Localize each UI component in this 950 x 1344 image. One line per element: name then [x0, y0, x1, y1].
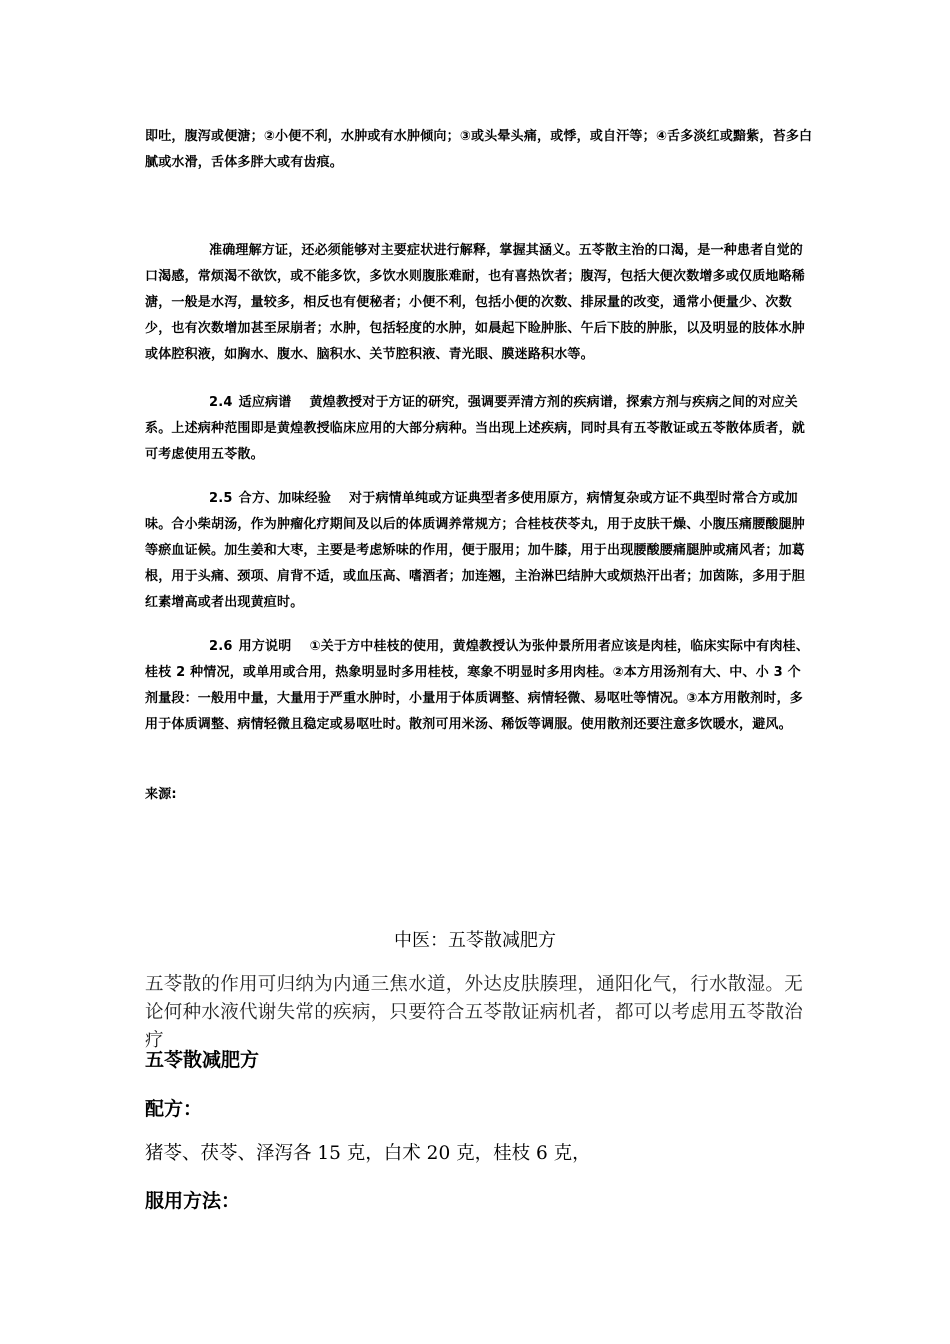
source-label: 来源: — [145, 787, 177, 802]
section-title: 用方说明 — [238, 639, 292, 654]
section-number: 2.5 — [209, 491, 233, 506]
section-title: 合方、加味经验 — [238, 491, 332, 506]
top-paragraph: 即吐，腹泻或便溏；②小便不利，水肿或有水肿倾向；③或头晕头痛，或悸，或自汗等；④舌多淡红或黯紫，苔多白腻或水滑，舌体多胖大或有齿痕。 — [145, 129, 813, 170]
formula-label: 配方： — [145, 1098, 203, 1120]
section-2-4 — [145, 390, 813, 468]
section-number: 2.4 — [209, 395, 233, 410]
explain-paragraph — [145, 238, 813, 368]
section-text: 对于病情单纯或方证典型者多使用原方，病情复杂或方证不典型时常合方或加味。合小柴胡汤，作为肿瘤化疗期间及以后的体质调养常规方；合桂枝茯苓丸，用于皮肤干燥、小腹压痛腰酸腿肿等瘀血证候。加生姜和大枣，主要是考虑矫味的作用，便于服用；加牛膝，用于出现腰酸腰痛腿肿或痛风者；加葛根，用于头痛、颈项、肩背不适，或血压高、嗜酒者；加连翘，主治淋巴结肿大或烦热汗出者；加茵陈，多用于胆红素增高或者出现黄疸时。 — [145, 491, 806, 610]
intro-paragraph: 五苓散的作用可归纳为内通三焦水道，外达皮肤腠理，通阳化气，行水散湿。无论何种水液代谢失常的疾病，只要符合五苓散证病机者，都可以考虑用五苓散治疗 — [145, 974, 804, 1051]
section-2-5 — [145, 486, 813, 616]
section-2-6 — [145, 634, 813, 738]
section-title: 适应病谱 — [238, 395, 292, 410]
explain-text: 准确理解方证，还必须能够对主要症状进行解释，掌握其涵义。五苓散主治的口渴，是一种患者自觉的口渴感，常烦渴不欲饮，或不能多饮，多饮水则腹胀难耐，也有喜热饮者；腹泻，包括大便次数增多或仅质地略稀溏，一般是水泻，量较多，相反也有便秘者；小便不利，包括小便的次数、排尿量的改变，通常小便量少、次数少，也有次数增加甚至尿崩者；水肿，包括轻度的水肿，如晨起下睑肿胀、午后下肢的肿胀，以及明显的肢体水肿或体腔积液，如胸水、腹水、脑积水、关节腔积液、青光眼、膜迷路积水等。 — [145, 243, 806, 362]
article-title: 中医：五苓散减肥方 — [394, 930, 556, 951]
usage-label: 服用方法： — [145, 1190, 241, 1212]
section-text: 黄煌教授对于方证的研究，强调要弄清方剂的疾病谱，探索方剂与疾病之间的对应关系。上述病种范围即是黄煌教授临床应用的大部分病种。当出现上述疾病，同时具有五苓散证或五苓散体质者，就可考虑使用五苓散。 — [145, 395, 806, 462]
section-text: ①关于方中桂枝的使用，黄煌教授认为张仲景所用者应该是肉桂，临床实际中有肉桂、桂枝 2 种情况，或单用或合用，热象明显时多用桂枝，寒象不明显时多用肉桂。②本方用汤剂有大、中、小 3 个剂量段：一般用中量，大量用于严重水肿时，小量用于体质调整、病情轻微、易呕吐等情况。③本方用散剂时，多用于体质调整、病情轻微且稳定或易呕吐时。散剂可用米汤、稀饭等调服。使用散剂还要注意多饮暖水，避风。 — [145, 639, 810, 732]
section-number: 2.6 — [209, 639, 233, 654]
formula-text: 猪苓、茯苓、泽泻各 15 克，白术 20 克，桂枝 6 克， — [145, 1143, 591, 1164]
recipe-title: 五苓散减肥方 — [145, 1049, 260, 1071]
